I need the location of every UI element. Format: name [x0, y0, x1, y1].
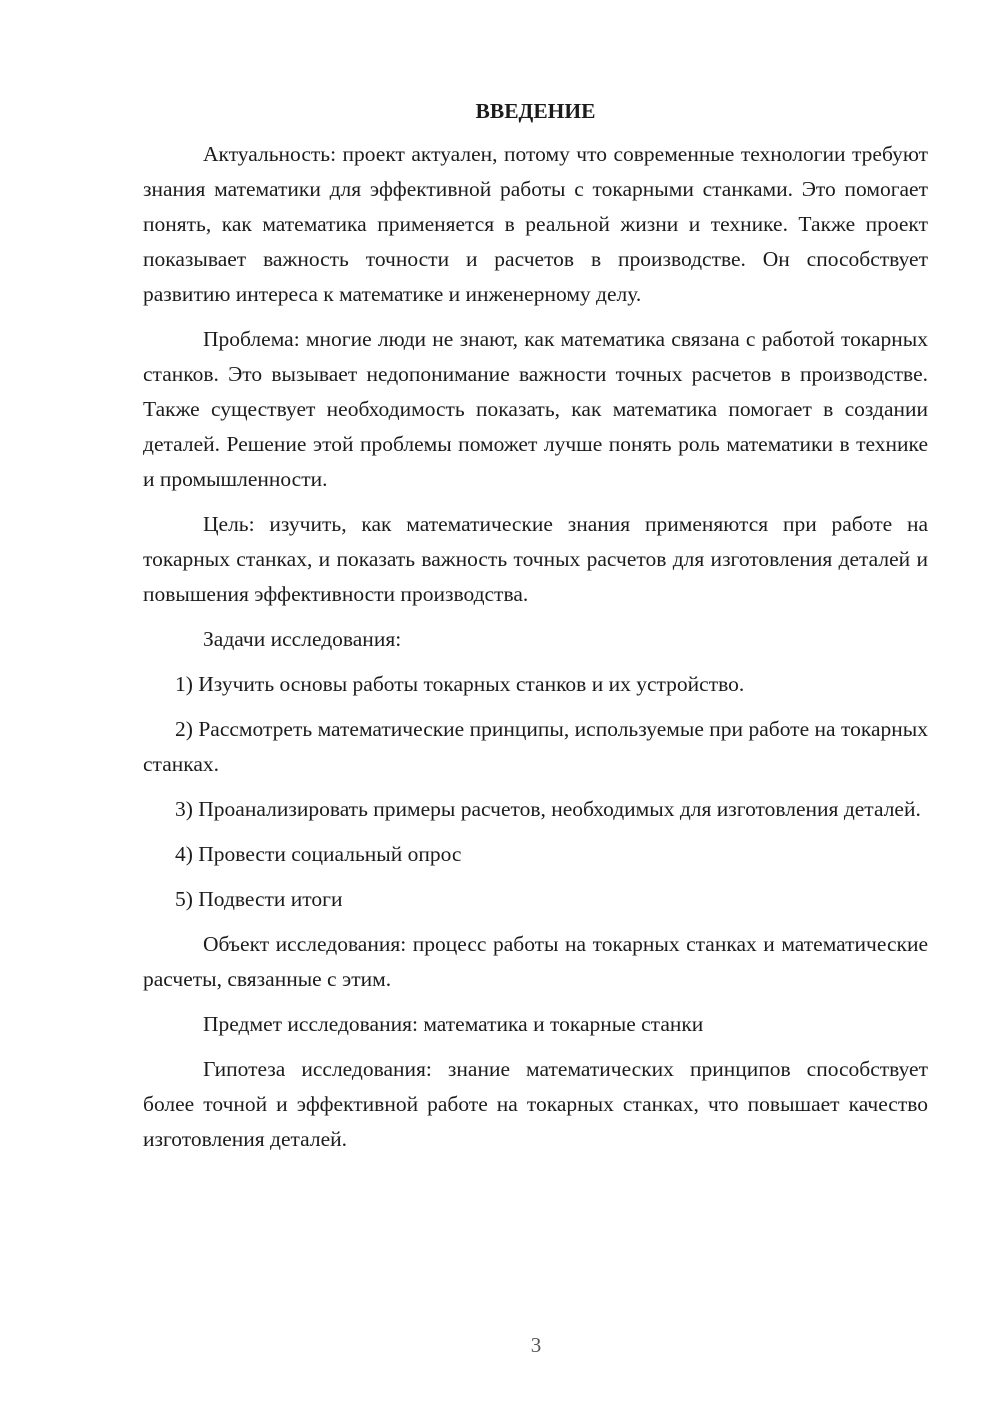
task-item: 1) Изучить основы работы токарных станков и их устройство. — [175, 672, 745, 696]
document-body — [143, 94, 928, 1167]
paragraph-subject: Предмет исследования: математика и токарные станки — [203, 1012, 704, 1036]
task-item: 2) Рассмотреть математические принципы, используемые при работе на токарных станках. — [143, 717, 928, 776]
paragraph-tasks-heading: Задачи исследования: — [203, 627, 402, 651]
paragraph-relevance: Актуальность: проект актуален, потому что современные технологии требуют знания математики для эффективной работы с токарными станками. Это помогает понять, как математика применяется в реальной жизни и технике. Также проект показывает важность точности и расчетов в производстве. Он способствует развитию интереса к математике и инженерному делу. — [143, 142, 928, 306]
paragraph-object: Объект исследования: процесс работы на токарных станках и математические расчеты, связанные с этим. — [143, 932, 928, 991]
page-number: 3 — [530, 1333, 542, 1357]
section-title: ВВЕДЕНИЕ — [475, 99, 596, 123]
task-item: 5) Подвести итоги — [175, 887, 343, 911]
paragraph-hypothesis: Гипотеза исследования: знание математических принципов способствует более точной и эффективной работе на токарных станках, что повышает качество изготовления деталей. — [143, 1057, 928, 1151]
task-item: 3) Проанализировать примеры расчетов, необходимых для изготовления деталей. — [175, 797, 921, 821]
paragraph-problem: Проблема: многие люди не знают, как математика связана с работой токарных станков. Это вызывает недопонимание важности точных расчетов в производстве. Также существует необходимость показать, как математика помогает в создании деталей. Решение этой проблемы поможет лучше понять роль математики в технике и промышленности. — [143, 327, 928, 491]
task-item: 4) Провести социальный опрос — [175, 842, 462, 866]
paragraph-goal: Цель: изучить, как математические знания применяются при работе на токарных станках, и показать важность точных расчетов для изготовления деталей и повышения эффективности производства. — [143, 512, 928, 606]
